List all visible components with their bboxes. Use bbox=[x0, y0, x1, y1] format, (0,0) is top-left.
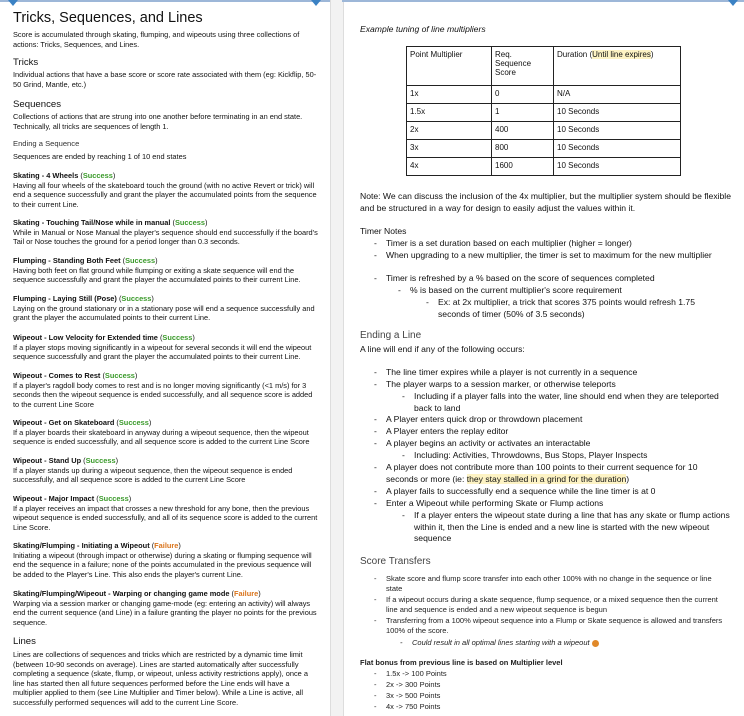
table-cell: 10 Seconds bbox=[554, 158, 681, 176]
bullet: - bbox=[374, 238, 377, 248]
table-row bbox=[407, 158, 681, 176]
ending-line-intro: A line will end if any of the following occurs: bbox=[360, 344, 525, 354]
end-state-text: Initiating a wipeout (through impact or otherwise) during a skating or flumping sequence will end the sequence in a failure; none of the points accumulated in the previous sequence will be added to the Player's Line. This also ends the player's current Line. bbox=[13, 550, 312, 579]
tricks-heading: Tricks bbox=[13, 57, 39, 68]
table-cell: 1 bbox=[492, 104, 554, 122]
end-state-text: If a player boards their skateboard in anyway during a wipeout sequence, then the wipeout sequence is ended successfully, and all sequence score is added to the current Line Score bbox=[13, 427, 310, 447]
success-label: Success bbox=[85, 456, 116, 465]
success-label: Success bbox=[121, 294, 152, 303]
table-header: Point Multiplier bbox=[407, 47, 492, 86]
timer-notes-heading: Timer Notes bbox=[360, 226, 407, 236]
end-state: Wipeout - Comes to Rest (Success) If a player's ragdoll body comes to rest and is no longer moving significantly (<1 m/s) for 3 seconds then the wipeout sequence is ended successfully, and all sequence score is added to the current Line Score bbox=[13, 371, 313, 409]
ending-sequence-text: Sequences are ended by reaching 1 of 10 end states bbox=[13, 152, 187, 161]
failure-label: Failure bbox=[233, 589, 259, 598]
end-state-text: Having all four wheels of the skateboard touch the ground (with no active Revert or trick) will end a sequence successfully and grant the player the accumulated points from the sequence to their current Line. bbox=[13, 180, 317, 209]
list-item bbox=[374, 486, 726, 498]
end-state: Skating - Touching Tail/Nose while in manual (Success) While in Manual or Nose Manual the player's sequence should end successfully if the board's Tail or Nose touches the ground for a period longer than 0.3 seconds. bbox=[13, 218, 318, 247]
list-item-text: Including if a player falls into the water, line should end when they are teleported back to land bbox=[414, 391, 719, 413]
table-row bbox=[407, 104, 681, 122]
success-label: Success bbox=[98, 494, 129, 503]
sequences-heading: Sequences bbox=[13, 99, 62, 110]
end-state: Flumping - Standing Both Feet (Success) Having both feet on flat ground while flumping or exiting a skate sequence will end the sequence successfully and grant the player the accumulated points to their current Line. bbox=[13, 256, 301, 285]
list-item-text: 1.5x -> 100 Points bbox=[386, 669, 447, 678]
table-cell: 10 Seconds bbox=[554, 104, 681, 122]
lines-text: Lines are collections of sequences and tricks which are restricted by a dynamic time limit (between 10-90 seconds on average). Lines are started automatically after successfully completing a sequence (skate, flump, or wipeout, unless activity restrictions apply), once a line has started then all future sequences performed before the Line ends will have a multiplier applied to them (see Line Multiplier and Timer below). While a Line is active, all successfully performed sequences will add to the current Line Score. bbox=[13, 650, 308, 707]
list-item bbox=[400, 638, 722, 648]
table-header-highlight: Until line expires bbox=[592, 50, 651, 59]
bullet: - bbox=[374, 669, 377, 678]
list-item bbox=[374, 702, 441, 712]
success-label: Success bbox=[82, 171, 113, 180]
bullet: - bbox=[402, 510, 405, 520]
end-state-text: Warping via a session marker or changing game-mode (eg: entering an activity) will always end the current sequence (and Line) in a failure granting the player no points for the previous sequence. bbox=[13, 598, 317, 627]
note-text: Note: We can discuss the inclusion of the 4x multiplier, but the multiplier system should be flexible and be structured in a way for design to easily adjust the values within it. bbox=[360, 191, 731, 213]
list-item-text: % is based on the current multiplier's score requirement bbox=[410, 285, 622, 295]
right-page bbox=[342, 0, 744, 716]
list-item bbox=[374, 595, 728, 615]
list-item bbox=[398, 285, 720, 297]
bullet: - bbox=[374, 691, 377, 700]
end-state-text: Having both feet on flat ground while flumping or exiting a skate sequence will end the sequence successfully and grant the player the accumulated points to their current Line. bbox=[13, 265, 301, 285]
ending-line-heading: Ending a Line bbox=[360, 330, 422, 341]
bullet: - bbox=[374, 414, 377, 424]
sequences-text: Collections of actions that are strung into one another before terminating in an end state. Technically, all tricks are sequences of length 1. bbox=[13, 112, 303, 131]
bullet: - bbox=[402, 391, 405, 401]
end-state-title: Skating - Touching Tail/Nose while in manual bbox=[13, 218, 171, 227]
flat-bonus-heading: Flat bonus from previous line is based on Multiplier level bbox=[360, 658, 563, 667]
end-state-title: Wipeout - Low Velocity for Extended time bbox=[13, 333, 158, 342]
success-label: Success bbox=[174, 218, 205, 227]
end-state-title: Wipeout - Comes to Rest bbox=[13, 371, 101, 380]
list-item-text: Including: Activities, Throwdowns, Bus Stops, Player Inspects bbox=[414, 450, 648, 460]
end-state-text: If a player stands up during a wipeout sequence, then the wipeout sequence is ended successfully, and all sequence score is added to the current Line Score bbox=[13, 465, 293, 485]
bullet: - bbox=[374, 616, 377, 625]
end-state-title: Skating - 4 Wheels bbox=[13, 171, 79, 180]
bullet: - bbox=[374, 250, 377, 260]
bullet: - bbox=[398, 285, 401, 295]
list-item bbox=[402, 391, 724, 414]
score-transfers-heading: Score Transfers bbox=[360, 556, 431, 567]
multiplier-table bbox=[406, 46, 681, 176]
list-item bbox=[374, 426, 726, 438]
end-state-text: Laying on the ground stationary or in a stationary pose will end a sequence successfully and grant the player the accumulated points to their current Line. bbox=[13, 303, 315, 323]
bullet: - bbox=[400, 638, 403, 647]
list-item bbox=[374, 680, 441, 690]
cookie-icon bbox=[592, 640, 599, 647]
end-state-text: If a player's ragdoll body comes to rest and is no longer moving significantly (<1 m/s) for 3 seconds then the wipeout sequence is ended successfully, and all sequence score is added to the current Line Score bbox=[13, 380, 313, 409]
lines-heading: Lines bbox=[13, 636, 36, 647]
tricks-text: Individual actions that have a base score or score rate associated with them (eg: Kickflip, 50-50 Grind, Mantle, etc.) bbox=[13, 70, 317, 89]
success-label: Success bbox=[118, 418, 149, 427]
bullet: - bbox=[402, 450, 405, 460]
list-item bbox=[374, 669, 447, 679]
list-item-text: Timer is refreshed by a % based on the score of sequences completed bbox=[386, 273, 655, 283]
list-item-text: A player begins an activity or activates an interactable bbox=[386, 438, 591, 448]
end-state: Wipeout - Stand Up (Success) If a player stands up during a wipeout sequence, then the wipeout sequence is ended successfully, and all sequence score is added to the current Line Score bbox=[13, 456, 293, 485]
bullet: - bbox=[374, 498, 377, 508]
end-state: Wipeout - Major Impact (Success) If a player receives an impact that crosses a new threshold for any bone, then the previous wipeout sequence is ended successfully, and all of its sequence score is added to the current Line Score. bbox=[13, 494, 318, 532]
highlighted-text: they stay stalled in a grind for the duration bbox=[466, 473, 627, 484]
list-item bbox=[374, 462, 726, 485]
table-cell: 2x bbox=[407, 122, 492, 140]
list-item-text: A Player enters quick drop or throwdown placement bbox=[386, 414, 583, 424]
bullet: - bbox=[426, 297, 429, 307]
list-item-text: The line timer expires while a player is not currently in a sequence bbox=[386, 367, 638, 377]
table-cell: 800 bbox=[492, 140, 554, 158]
bullet: - bbox=[374, 574, 377, 583]
page-title: Tricks, Sequences, and Lines bbox=[13, 10, 203, 26]
success-label: Success bbox=[125, 256, 156, 265]
table-cell: 0 bbox=[492, 86, 554, 104]
list-item bbox=[374, 616, 728, 636]
end-state-title: Skating/Flumping/Wipeout - Warping or changing game mode bbox=[13, 589, 230, 598]
end-state: Wipeout - Get on Skateboard (Success) If a player boards their skateboard in anyway during a wipeout sequence, then the wipeout sequence is ended successfully, and all sequence score is added to the current Line Score bbox=[13, 418, 310, 447]
table-cell: 10 Seconds bbox=[554, 122, 681, 140]
list-item-text: Could result in all optimal lines starting with a wipeout bbox=[412, 638, 590, 647]
list-item bbox=[374, 414, 726, 426]
example-caption: Example tuning of line multipliers bbox=[360, 24, 486, 34]
table-cell: 1600 bbox=[492, 158, 554, 176]
table-cell: 1x bbox=[407, 86, 492, 104]
table-row bbox=[407, 122, 681, 140]
end-state-title: Wipeout - Stand Up bbox=[13, 456, 82, 465]
list-item-text: When upgrading to a new multiplier, the timer is set to maximum for the new multiplier bbox=[386, 250, 712, 260]
cut-off-text bbox=[360, 0, 420, 2]
list-item-text: Ex: at 2x multiplier, a trick that scores 375 points would refresh 1.75 seconds of timer (50% of 3.5 seconds) bbox=[438, 297, 695, 319]
table-header: Req. Sequence Score bbox=[492, 47, 554, 86]
list-item bbox=[402, 510, 730, 545]
list-item-text: 3x -> 500 Points bbox=[386, 691, 441, 700]
intro-text: Score is accumulated through skating, flumping, and wipeouts using three collections of actions: Tricks, Sequences, and Lines. bbox=[13, 30, 300, 49]
end-state-text: If a player receives an impact that crosses a new threshold for any bone, then the previous wipeout sequence is ended successfully, and all of its sequence score is added to the current Line Score. bbox=[13, 503, 318, 532]
table-header-text: ) bbox=[650, 50, 654, 59]
ending-sequence-heading: Ending a Sequence bbox=[13, 139, 80, 148]
bullet: - bbox=[374, 702, 377, 711]
list-item bbox=[374, 379, 726, 391]
bullet: - bbox=[374, 438, 377, 448]
list-item-text: 4x -> 750 Points bbox=[386, 702, 441, 711]
list-item bbox=[374, 367, 726, 379]
table-cell: 3x bbox=[407, 140, 492, 158]
bullet: - bbox=[374, 486, 377, 496]
list-item-text: Transferring from a 100% wipeout sequence into a Flump or Skate sequence is allowed and transfers 100% of the score. bbox=[386, 616, 723, 635]
table-header-text: Duration ( bbox=[557, 50, 593, 59]
table-header-row bbox=[407, 47, 681, 86]
list-item bbox=[374, 438, 726, 450]
table-row bbox=[407, 140, 681, 158]
end-state-text: If a player stops moving significantly in a wipeout for several seconds it will end the wipeout sequence successfully and grant the player the accumulated points to their current Line. bbox=[13, 342, 312, 362]
success-label: Success bbox=[104, 371, 135, 380]
end-state-title: Flumping - Standing Both Feet bbox=[13, 256, 121, 265]
left-page bbox=[0, 0, 330, 716]
end-state: Wipeout - Low Velocity for Extended time (Success) If a player stops moving significantly in a wipeout for several seconds it will end the wipeout sequence successfully and grant the player the accumulated points to their current Line. bbox=[13, 333, 312, 362]
bullet: - bbox=[374, 273, 377, 283]
list-item-text: A player does not contribute more than 100 points to their current sequence for 10 seconds or more (ie: bbox=[386, 462, 698, 484]
list-item bbox=[374, 498, 726, 510]
failure-label: Failure bbox=[154, 541, 179, 550]
bullet: - bbox=[374, 426, 377, 436]
bullet: - bbox=[374, 367, 377, 377]
list-item bbox=[374, 250, 726, 262]
list-item bbox=[374, 238, 716, 250]
table-cell: 400 bbox=[492, 122, 554, 140]
list-item bbox=[374, 273, 726, 285]
end-state: Skating/Flumping - Initiating a Wipeout (Failure) Initiating a wipeout (through impact or otherwise) during a skating or flumping sequence will end the sequence in a failure; none of the points accumulated in the previous sequence will be added to the Player's Line. This also ends the player's current Line. bbox=[13, 541, 312, 579]
end-state-title: Wipeout - Major Impact bbox=[13, 494, 95, 503]
list-item-text: Timer is a set duration based on each multiplier (higher = longer) bbox=[386, 238, 632, 248]
bullet: - bbox=[374, 379, 377, 389]
success-label: Success bbox=[162, 333, 193, 342]
end-state: Skating - 4 Wheels (Success) Having all four wheels of the skateboard touch the ground (with no active Revert or trick) will end a sequence successfully and grant the player the accumulated points from the sequence to their current Line. bbox=[13, 171, 317, 209]
end-state-title: Flumping - Laying Still (Pose) bbox=[13, 294, 117, 303]
list-item-text: ) bbox=[626, 473, 630, 484]
list-item-text: Enter a Wipeout while performing Skate or Flump actions bbox=[386, 498, 604, 508]
list-item bbox=[374, 574, 728, 594]
list-item-text: If a wipeout occurs during a skate sequence, flump sequence, or a mixed sequence then the current line and sequence is ended and a new wipeout sequence is begun bbox=[386, 595, 718, 614]
table-row bbox=[407, 86, 681, 104]
table-cell: 4x bbox=[407, 158, 492, 176]
table-cell: N/A bbox=[554, 86, 681, 104]
list-item-text: Skate score and flump score transfer into each other 100% with no change in the sequence or line state bbox=[386, 574, 712, 593]
table-header bbox=[554, 47, 681, 86]
list-item-text: If a player enters the wipeout state during a line that has any skate or flump actions within it, then the Line is ended and a new line is started with the new wipeout sequence bbox=[414, 510, 730, 544]
end-state-title: Skating/Flumping - Initiating a Wipeout bbox=[13, 541, 150, 550]
table-cell: 1.5x bbox=[407, 104, 492, 122]
bullet: - bbox=[374, 595, 377, 604]
list-item bbox=[426, 297, 718, 320]
list-item-text: The player warps to a session marker, or otherwise teleports bbox=[386, 379, 616, 389]
end-state: Skating/Flumping/Wipeout - Warping or changing game mode (Failure) Warping via a session marker or changing game-mode (eg: entering an activity) will always end the current sequence (and Line) in a failure granting the player no points for the previous sequence. bbox=[13, 589, 317, 627]
list-item bbox=[402, 450, 724, 462]
bullet: - bbox=[374, 680, 377, 689]
end-state-title: Wipeout - Get on Skateboard bbox=[13, 418, 115, 427]
end-state-text: While in Manual or Nose Manual the player's sequence should end successfully if the board's Tail or Nose touches the ground for a period longer than 0.3 seconds. bbox=[13, 227, 318, 247]
list-item bbox=[374, 691, 441, 701]
bullet: - bbox=[374, 462, 377, 472]
list-item-text: A Player enters the replay editor bbox=[386, 426, 509, 436]
list-item-text: A player fails to successfully end a sequence while the line timer is at 0 bbox=[386, 486, 656, 496]
end-state: Flumping - Laying Still (Pose) (Success) Laying on the ground stationary or in a stationary pose will end a sequence successfully and grant the player the accumulated points to their current Line. bbox=[13, 294, 315, 323]
list-item-text: 2x -> 300 Points bbox=[386, 680, 441, 689]
table-cell: 10 Seconds bbox=[554, 140, 681, 158]
